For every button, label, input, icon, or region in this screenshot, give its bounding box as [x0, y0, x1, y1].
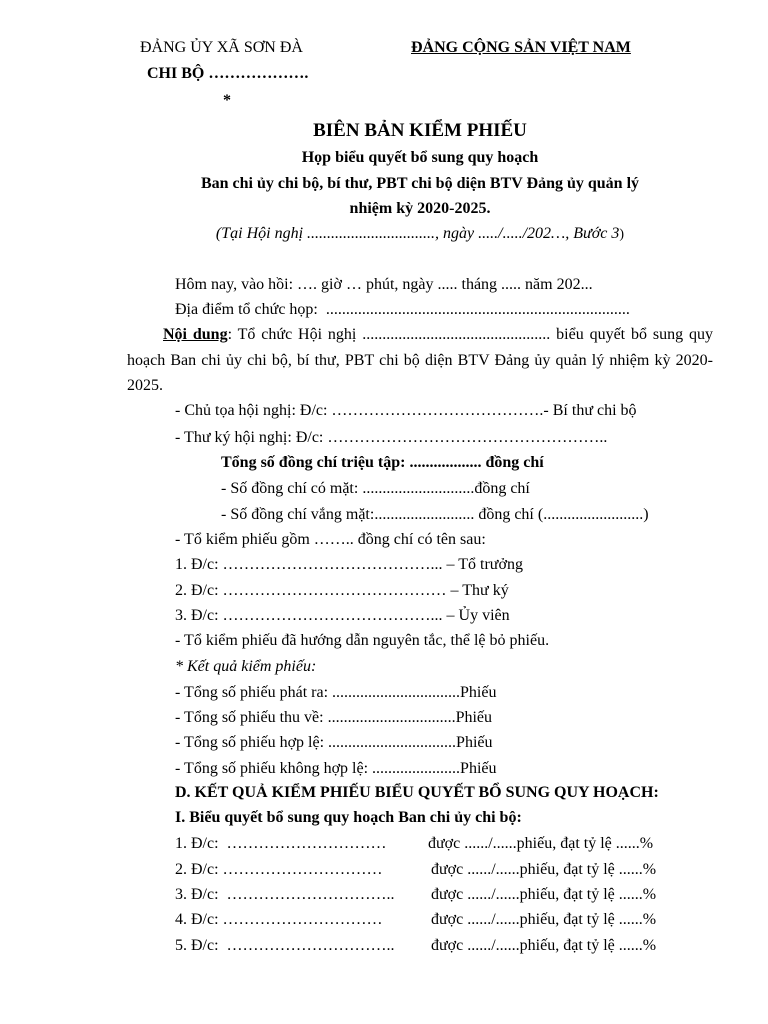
party-committee-name: ĐẢNG ỦY XÃ SƠN ĐÀ [140, 39, 303, 56]
venue-text: (Tại Hội nghị ................................, ngày ...../...../202…, Bước 3 [215, 225, 620, 242]
header-star: * [223, 92, 231, 109]
party-cell-name: CHI BỘ ………………. [147, 65, 309, 82]
meeting-time: Hôm nay, vào hồi: …. giờ … phút, ngày ..... tháng ..... năm 202... [175, 276, 593, 293]
ballots-valid: - Tổng số phiếu hợp lệ: ................................Phiếu [175, 734, 493, 751]
ballots-issued: - Tổng số phiếu phát ra: ................................Phiếu [175, 684, 497, 701]
vote-name-4: 4. Đ/c: ………………………… [175, 911, 383, 928]
document-subtitle-2: Ban chi ủy chi bộ, bí thư, PBT chi bộ diện BTV Đảng ủy quản lý [200, 175, 640, 192]
vote-name-3: 3. Đ/c: ………………………….. [175, 886, 395, 903]
section-d-heading: D. KẾT QUẢ KIỂM PHIẾU BIỂU QUYẾT BỔ SUNG QUY HOẠCH: [175, 784, 659, 801]
vote-result-3: được ....../......phiếu, đạt tỷ lệ ......% [431, 886, 657, 903]
venue-line [0, 224, 768, 245]
present-count: - Số đồng chí có mặt: ............................đồng chí [221, 480, 530, 497]
chairperson-line: - Chủ tọa hội nghị: Đ/c: ………………………………….- Bí thư chi bộ [175, 402, 637, 419]
vote-name-5: 5. Đ/c: ………………………….. [175, 937, 395, 954]
secretary-line: - Thư ký hội nghị: Đ/c: …………………………………………….. [175, 429, 608, 446]
counting-team-line: - Tổ kiểm phiếu gồm …….. đồng chí có tên sau: [175, 531, 486, 548]
section-i-heading: I. Biểu quyết bổ sung quy hoạch Ban chi ủy chi bộ: [175, 809, 522, 826]
document-subtitle-3: nhiệm kỳ 2020-2025. [349, 200, 491, 217]
meeting-place: Địa điểm tổ chức họp: ............................................................................ [175, 301, 630, 318]
vote-name-2: 2. Đ/c: ………………………… [175, 861, 383, 878]
party-name-header: ĐẢNG CỘNG SẢN VIỆT NAM [411, 39, 631, 56]
vote-result-5: được ....../......phiếu, đạt tỷ lệ ......% [431, 937, 657, 954]
content-text: : Tổ chức Hội nghị ............................................... biểu quyết bổ sung quy hoạch Ban chi ủy chi bộ, bí thư, PBT chi bộ diện BTV Đảng ủy quản lý nhiệm kỳ 2020-2025. [127, 326, 713, 394]
vote-name-1: 1. Đ/c: ………………………… [175, 835, 387, 852]
document-title: BIÊN BẢN KIỂM PHIẾU [313, 120, 527, 141]
ballots-collected: - Tổng số phiếu thu về: ................................Phiếu [175, 709, 493, 726]
result-heading: * Kết quả kiểm phiếu: [175, 658, 317, 675]
ballots-invalid: - Tổng số phiếu không hợp lệ: ......................Phiếu [175, 760, 497, 777]
counting-member-2: 2. Đ/c: …………………………………… – Thư ký [175, 582, 509, 599]
vote-result-4: được ....../......phiếu, đạt tỷ lệ ......% [431, 911, 657, 928]
guidance-line: - Tổ kiểm phiếu đã hướng dẫn nguyên tắc, thể lệ bỏ phiếu. [175, 632, 550, 649]
venue-close: ) [619, 227, 625, 242]
content-paragraph [127, 322, 713, 399]
total-summoned: Tổng số đồng chí triệu tập: .................. đồng chí [221, 454, 544, 471]
absent-count: - Số đồng chí vắng mặt:......................... đồng chí (.........................) [221, 506, 649, 523]
vote-result-2: được ....../......phiếu, đạt tỷ lệ ......% [431, 861, 657, 878]
vote-result-1: được ....../......phiếu, đạt tỷ lệ ......% [428, 835, 654, 852]
counting-member-3: 3. Đ/c: …………………………………... – Ủy viên [175, 607, 510, 624]
counting-member-1: 1. Đ/c: …………………………………... – Tổ trưởng [175, 556, 523, 573]
document-subtitle-1: Họp biểu quyết bổ sung quy hoạch [301, 149, 539, 166]
content-label: Nội dung [163, 326, 228, 343]
